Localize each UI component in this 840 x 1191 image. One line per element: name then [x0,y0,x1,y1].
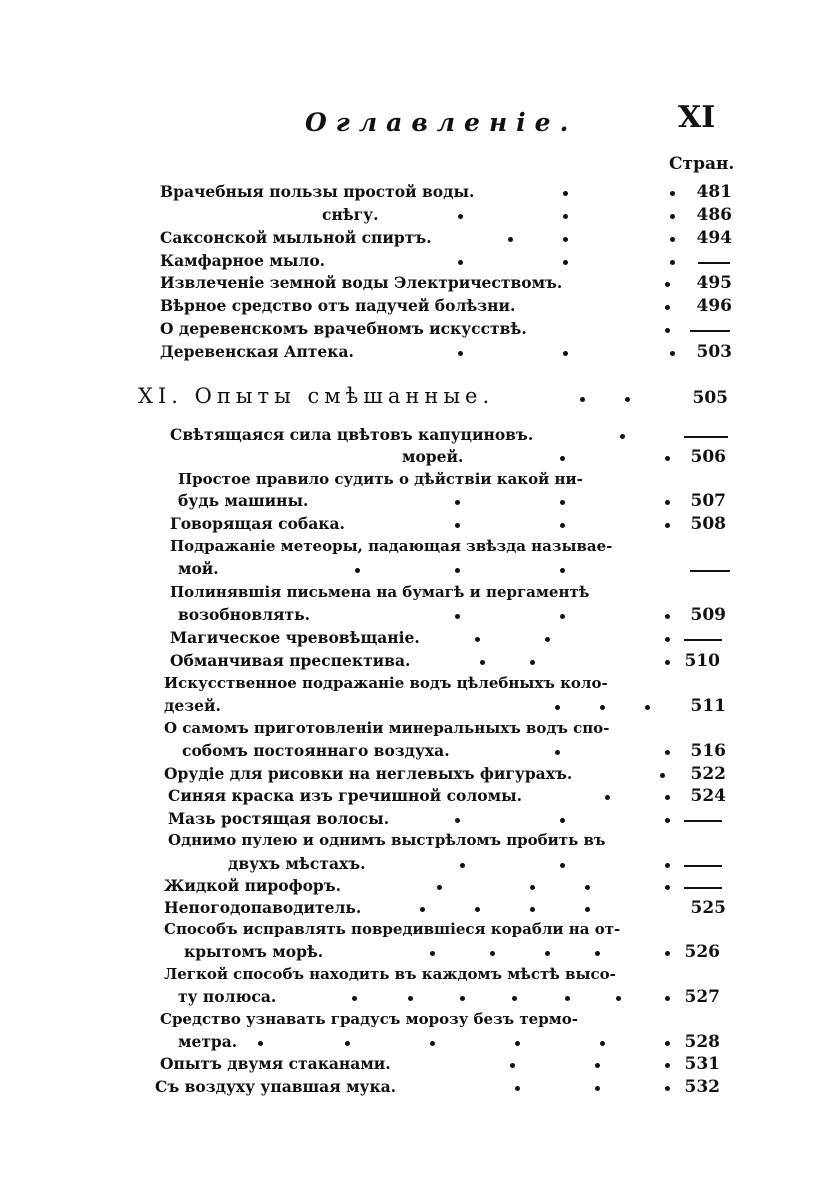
leader-dot [480,660,485,665]
toc-entry: Мазь ростящая волосы. [168,809,390,828]
toc-page: 481 [696,182,732,202]
leader-dot [560,568,565,573]
leader-dot [490,951,495,956]
toc-page: 508 [690,514,726,534]
leader-dot [665,795,670,800]
ditto-dash [684,820,722,822]
leader-dot [563,260,568,265]
leader-dot [665,637,670,642]
leader-dot [555,705,560,710]
toc-page: 505 [692,388,728,408]
ditto-dash [698,262,730,264]
toc-page: 496 [696,296,732,316]
leader-dot [600,1041,605,1046]
leader-dot [508,237,513,242]
ditto-dash [684,639,722,641]
toc-entry: крытомъ морѣ. [184,942,324,961]
page-number: XI [678,100,716,135]
toc-page: 507 [690,491,726,511]
leader-dot [665,660,670,665]
toc-entry: Опытъ двумя стаканами. [160,1054,391,1073]
toc-entry: Врачебныя пользы простой воды. [160,182,475,201]
toc-page: 527 [684,987,720,1007]
toc-entry: дезей. [164,696,221,715]
leader-dot [545,637,550,642]
leader-dot [565,996,570,1001]
leader-dot [560,456,565,461]
leader-dot [475,907,480,912]
leader-dot [595,1063,600,1068]
leader-dot [595,1086,600,1091]
leader-dot [665,305,670,310]
toc-entry: двухъ мѣстахъ. [228,854,366,873]
toc-page: 531 [684,1054,720,1074]
leader-dot [408,996,413,1001]
toc-page: 524 [690,786,726,806]
leader-dot [665,328,670,333]
leader-dot [555,750,560,755]
ditto-dash [684,865,722,867]
leader-dot [585,885,590,890]
toc-page: 516 [690,741,726,761]
leader-dot [605,795,610,800]
toc-entry: будь машины. [178,491,309,510]
leader-dot [560,523,565,528]
leader-dot [455,500,460,505]
toc-entry: Говорящая собака. [170,514,345,533]
leader-dot [512,996,517,1001]
leader-dot [458,351,463,356]
leader-dot [352,996,357,1001]
page-column-label: Стран. [669,154,735,174]
toc-page: 503 [696,342,732,362]
toc-entry: Средство узнавать градусъ морозу безъ термо- [160,1010,578,1028]
leader-dot [455,568,460,573]
leader-dot [515,1086,520,1091]
toc-entry: Жидкой пирофоръ. [164,876,342,895]
leader-dot [660,773,665,778]
toc-page: 528 [684,1032,720,1052]
leader-dot [665,996,670,1001]
leader-dot [585,907,590,912]
leader-dot [625,397,630,402]
toc-entry: О самомъ приготовленіи минеральныхъ водъ спо- [164,719,610,737]
leader-dot [475,637,480,642]
leader-dot [258,1041,263,1046]
leader-dot [595,951,600,956]
leader-dot [665,500,670,505]
toc-entry: Синяя краска изъ гречишной соломы. [168,786,523,805]
leader-dot [670,237,675,242]
leader-dot [670,191,675,196]
toc-entry: собомъ постояннаго воздуха. [182,741,450,760]
toc-page: 506 [690,447,726,467]
leader-dot [563,351,568,356]
toc-page: 532 [684,1077,720,1097]
toc-entry: Способъ исправлять повредившіеся корабли на от- [164,920,621,938]
leader-dot [665,1041,670,1046]
ditto-dash [690,570,730,572]
leader-dot [560,863,565,868]
toc-page: 486 [696,205,732,225]
leader-dot [616,996,621,1001]
leader-dot [665,951,670,956]
leader-dot [355,568,360,573]
toc-entry: возобновлять. [178,605,311,624]
leader-dot [510,1063,515,1068]
leader-dot [620,434,625,439]
toc-entry: Подражаніе метеоры, падающая звѣзда называе- [170,537,613,555]
leader-dot [458,260,463,265]
toc-page: 511 [690,696,726,716]
toc-entry: снѣгу. [322,205,379,224]
toc-entry: Магическое чревовѣщаніе. [170,628,420,647]
leader-dot [560,818,565,823]
toc-entry: Вѣрное средство отъ падучей болѣзни. [160,296,516,315]
leader-dot [665,614,670,619]
leader-dot [458,214,463,219]
leader-dot [420,907,425,912]
leader-dot [563,191,568,196]
toc-entry: Свѣтящаяся сила цвѣтовъ капуциновъ. [170,425,534,444]
toc-page: 495 [696,273,732,293]
ditto-dash [684,887,722,889]
leader-dot [670,260,675,265]
leader-dot [665,282,670,287]
leader-dot [460,996,465,1001]
section-heading: XI. Опыты смѣшанные. [138,384,495,408]
toc-entry: Саксонской мыльной спиртъ. [160,228,432,247]
toc-entry: Деревенская Аптека. [160,342,354,361]
toc-entry: Камфарное мыло. [160,251,326,270]
toc-entry: Съ воздуху упавшая мука. [155,1077,397,1096]
ditto-dash [690,330,730,332]
leader-dot [665,523,670,528]
toc-entry: Извлеченіе земной воды Электричествомъ. [160,273,563,292]
leader-dot [530,907,535,912]
leader-dot [563,214,568,219]
ditto-dash [684,436,728,438]
leader-dot [560,614,565,619]
leader-dot [545,951,550,956]
leader-dot [665,885,670,890]
leader-dot [665,750,670,755]
toc-entry: Непогодопаводитель. [164,898,362,917]
leader-dot [437,885,442,890]
toc-entry: мой. [178,559,219,578]
toc-page: 525 [690,898,726,918]
toc-entry: Легкой способъ находить въ каждомъ мѣстѣ высо- [164,965,616,983]
leader-dot [665,456,670,461]
leader-dot [530,660,535,665]
toc-entry: Обманчивая преспектива. [170,651,411,670]
leader-dot [455,523,460,528]
leader-dot [515,1041,520,1046]
leader-dot [430,951,435,956]
leader-dot [580,397,585,402]
leader-dot [670,351,675,356]
leader-dot [460,863,465,868]
toc-entry: О деревенскомъ врачебномъ искусствѣ. [160,319,527,338]
toc-entry: Однимо пулею и однимъ выстрѣломъ пробить въ [168,831,606,849]
leader-dot [345,1041,350,1046]
leader-dot [560,500,565,505]
toc-page: 509 [690,605,726,625]
leader-dot [600,705,605,710]
leader-dot [455,614,460,619]
leader-dot [665,1086,670,1091]
page-title: Оглавленіе. [305,108,578,137]
leader-dot [670,214,675,219]
leader-dot [455,818,460,823]
leader-dot [665,863,670,868]
toc-entry: Орудіе для рисовки на неглевыхъ фигурахъ. [164,764,573,783]
toc-entry: ту полюса. [178,987,277,1006]
toc-page: 510 [684,651,720,671]
toc-page: 494 [696,228,732,248]
toc-entry: Полинявшія письмена на бумагѣ и пергаментѣ [170,583,590,601]
toc-entry: Искусственное подражаніе водъ цѣлебныхъ коло- [164,674,608,692]
leader-dot [563,237,568,242]
toc-page: 522 [690,764,726,784]
leader-dot [530,885,535,890]
toc-entry: метра. [178,1032,238,1051]
leader-dot [665,818,670,823]
leader-dot [665,1063,670,1068]
leader-dot [430,1041,435,1046]
toc-entry: морей. [402,447,464,466]
toc-entry: Простое правило судить о дѣйствіи какой ни- [178,470,583,488]
toc-page: 526 [684,942,720,962]
leader-dot [645,705,650,710]
